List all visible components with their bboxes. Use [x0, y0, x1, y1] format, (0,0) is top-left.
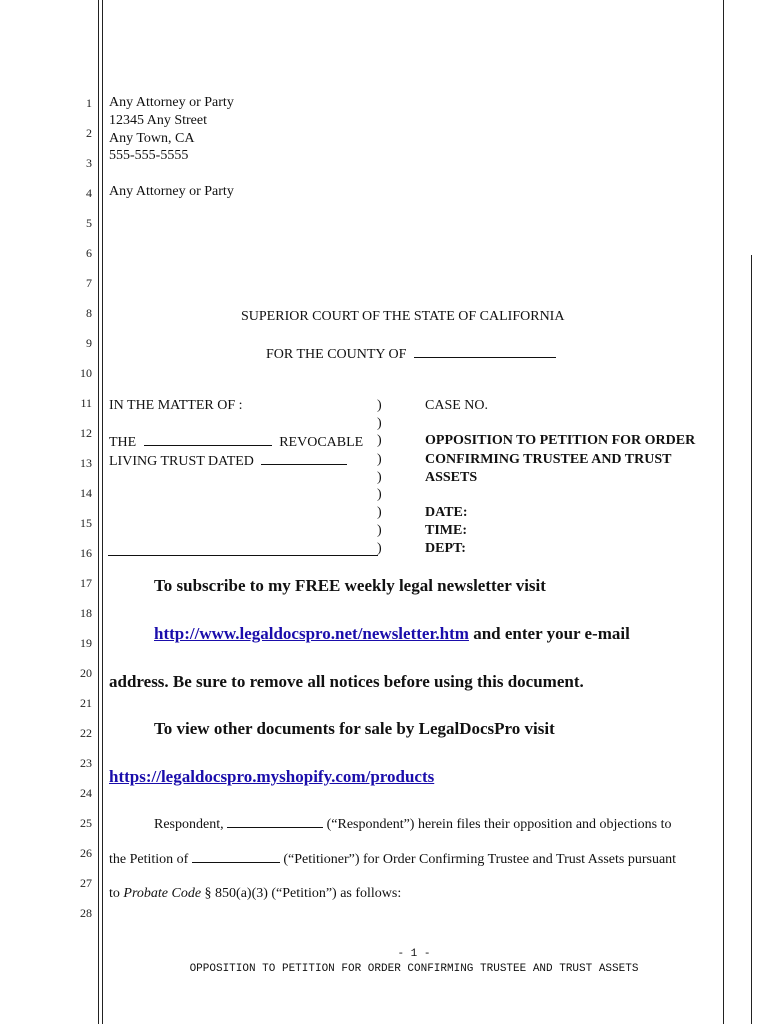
caption-revocable: REVOCABLE	[279, 435, 364, 450]
body-petitioner-rest: (“Petitioner”) for Order Confirming Trustee and Trust Assets pursuant	[279, 852, 677, 867]
products-link[interactable]: https://legaldocspro.myshopify.com/products	[109, 767, 435, 786]
body-to: to	[109, 886, 124, 901]
body-respondent: Respondent,	[154, 817, 228, 832]
caption-trust-line-2	[109, 452, 347, 470]
line-number: 23	[80, 756, 92, 770]
newsletter-line	[154, 626, 630, 642]
line-number: 25	[80, 816, 92, 830]
attorney-city: Any Town, CA	[109, 131, 195, 146]
line-number: 22	[80, 726, 92, 740]
body-respondent-rest: (“Respondent”) herein files their opposition and objections to	[323, 817, 672, 832]
line-number: 6	[86, 246, 92, 260]
line-number: 13	[80, 456, 92, 470]
caption-living-trust: LIVING TRUST DATED	[109, 454, 254, 469]
caption-bottom-line	[108, 555, 378, 556]
hearing-dept: DEPT:	[425, 541, 466, 556]
line-number: 5	[86, 216, 92, 230]
caption-paren: )	[377, 452, 382, 467]
enter-email-text: and enter your e-mail	[468, 624, 630, 643]
line-number: 14	[80, 486, 92, 500]
newsletter-link[interactable]: http://www.legaldocspro.net/newsletter.htm	[154, 624, 469, 643]
caption-paren: )	[377, 505, 382, 520]
court-county-line	[266, 345, 556, 363]
body-line-2	[109, 850, 676, 868]
line-number: 19	[80, 636, 92, 650]
line-number: 26	[80, 846, 92, 860]
line-number: 21	[80, 696, 92, 710]
view-other-text: To view other documents for sale by LegalDocsPro visit	[154, 719, 555, 738]
caption-paren: )	[377, 523, 382, 538]
petitioner-blank	[192, 850, 280, 863]
right-margin-rule	[723, 0, 724, 1024]
caption-paren: )	[377, 433, 382, 448]
doc-title-2: CONFIRMING TRUSTEE AND TRUST	[425, 452, 672, 467]
case-no: CASE NO.	[425, 398, 489, 413]
right-edge-rule	[751, 255, 752, 1024]
attorney-name: Any Attorney or Party	[109, 95, 234, 110]
attorney-street: 12345 Any Street	[109, 113, 207, 128]
caption-the: THE	[109, 435, 137, 450]
hearing-date: DATE:	[425, 505, 468, 520]
body-petition-of: the Petition of	[109, 852, 192, 867]
line-number: 9	[86, 336, 92, 350]
line-number: 16	[80, 546, 92, 560]
respondent-blank	[227, 815, 323, 828]
line-number: 15	[80, 516, 92, 530]
line-number: 17	[80, 576, 92, 590]
trust-name-blank	[144, 433, 272, 446]
subscribe-text: To subscribe to my FREE weekly legal newsletter visit	[154, 576, 546, 595]
line-number: 3	[86, 156, 92, 170]
caption-matter: IN THE MATTER OF :	[109, 398, 243, 413]
left-margin-rule-outer	[98, 0, 99, 1024]
attorney-phone: 555-555-5555	[109, 148, 189, 163]
line-number: 8	[86, 306, 92, 320]
products-line	[109, 769, 434, 785]
line-number: 7	[86, 276, 92, 290]
line-number: 12	[80, 426, 92, 440]
court-county: FOR THE COUNTY OF	[266, 347, 407, 362]
doc-title-1: OPPOSITION TO PETITION FOR ORDER	[425, 433, 696, 448]
caption-paren: )	[377, 416, 382, 431]
left-margin-rule-inner	[102, 0, 103, 1024]
line-number: 20	[80, 666, 92, 680]
caption-trust-line-1	[109, 433, 363, 451]
court-name: SUPERIOR COURT OF THE STATE OF CALIFORNIA	[241, 309, 565, 324]
line-number: 27	[80, 876, 92, 890]
caption-paren: )	[377, 487, 382, 502]
address-notice: address. Be sure to remove all notices before using this document.	[109, 672, 584, 691]
caption-paren: )	[377, 541, 382, 556]
county-blank	[414, 345, 556, 358]
line-number: 24	[80, 786, 92, 800]
line-number: 28	[80, 906, 92, 920]
line-number: 2	[86, 126, 92, 140]
body-line-3	[109, 886, 401, 902]
caption-paren: )	[377, 470, 382, 485]
probate-code: Probate Code	[123, 886, 202, 901]
body-section: § 850(a)(3) (“Petition”) as follows:	[201, 886, 402, 901]
body-line-1	[154, 815, 671, 833]
line-number: 11	[80, 396, 92, 410]
doc-title-3: ASSETS	[425, 470, 478, 485]
hearing-time: TIME:	[425, 523, 467, 538]
line-number: 10	[80, 366, 92, 380]
footer-title: OPPOSITION TO PETITION FOR ORDER CONFIRMING TRUSTEE AND TRUST ASSETS	[189, 963, 639, 975]
trust-date-blank	[261, 452, 347, 465]
caption-paren: )	[377, 398, 382, 413]
line-number: 1	[86, 96, 92, 110]
attorney-for: Any Attorney or Party	[109, 184, 234, 199]
line-number: 4	[86, 186, 92, 200]
line-number: 18	[80, 606, 92, 620]
footer-page-number: - 1 -	[397, 948, 431, 960]
